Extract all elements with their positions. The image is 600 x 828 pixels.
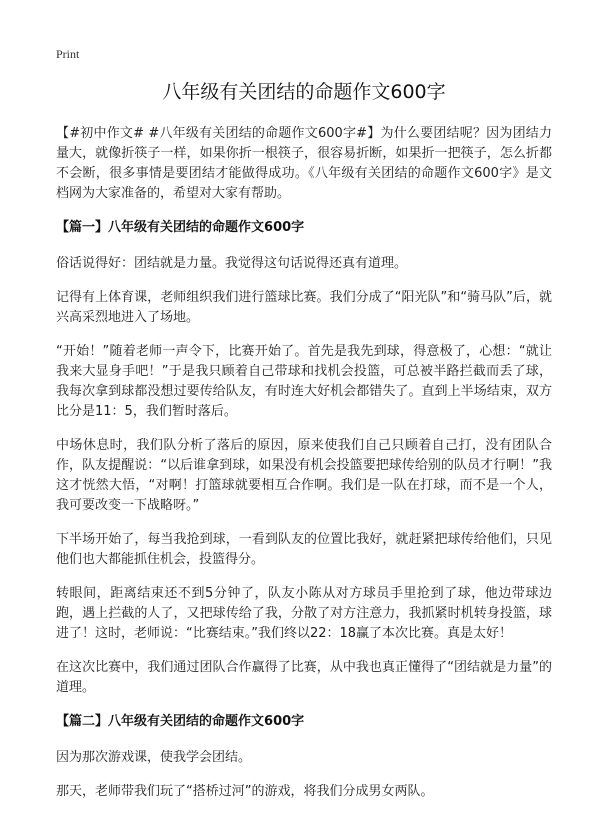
section-title: 八年级有关团结的命题作文600字 [108, 714, 305, 729]
paragraph: “开始！”随着老师一声令下，比赛开始了。首先是我先到球，得意极了，心想：“就让我来大显身手吧！”于是我只顾着自己带球和找机会投篮，可总被半路拦截而丢了球，我每次拿到球都没想过要传给队友，有时连大好机会都错失了。直到上半场结束，双方比分是11：5，我们暂时落后。 [56, 344, 552, 419]
paragraph: 记得有上体育课，老师组织我们进行篮球比赛。我们分成了“阳光队”和“骑马队”后，就兴高采烈地进入了场地。 [56, 290, 552, 325]
paragraph: 因为那次游戏课，使我学会团结。 [56, 750, 252, 765]
paragraph: 中场休息时，我们队分析了落后的原因，原来使我们自己只顾着自己打，没有团队合作，队友提醒说：“以后谁拿到球，如果没有机会投篮要把球传给别的队员才行啊！”我这才恍然大悟，“对啊！打篮球就要相互合作啊。我们是一队在打球，而不是一个人，我可要改变一下战略呀。” [56, 438, 552, 513]
article [56, 80, 552, 816]
section-tag: 篇一 [69, 220, 96, 235]
paragraph: 在这次比赛中，我们通过团队合作赢得了比赛，从中我也真正懂得了“团结就是力量”的道理。 [56, 660, 552, 695]
section-title: 八年级有关团结的命题作文600字 [108, 220, 305, 235]
paragraph: 那天，老师带我们玩了“搭桥过河”的游戏，将我们分成男女两队。 [56, 784, 434, 799]
intro-paragraph: 【#初中作文# #八年级有关团结的命题作文600字#】为什么要团结呢？因为团结力量大，就像折筷子一样，如果你折一根筷子，很容易折断，如果折一把筷子，怎么折都不会断，很多事情是要团结才能做得成功。《八年级有关团结的命题作文600字》是文档网为大家准备的，希望对大家有帮助。 [56, 126, 552, 201]
section-heading-1: 【篇一】八年级有关团结的命题作文600字 [56, 220, 305, 235]
page-title: 八年级有关团结的命题作文600字 [162, 81, 446, 103]
print-link[interactable]: Print [56, 47, 80, 61]
paragraph: 俗话说得好：团结就是力量。我觉得这句话说得还真有道理。 [56, 256, 408, 271]
section-tag: 篇二 [69, 714, 96, 729]
paragraph: 转眼间，距离结束还不到5分钟了，队友小陈从对方球员手里抢到了球，他边带球边跑，遇上拦截的人了，又把球传给了我，分散了对方注意力，我抓紧时机转身投篮，球进了！这时，老师说：“比赛结束。”我们终以22：18赢了本次比赛。真是太好！ [56, 586, 552, 641]
section-heading-2: 【篇二】八年级有关团结的命题作文600字 [56, 714, 305, 729]
paragraph: 下半场开始了，每当我抢到球，一看到队友的位置比我好，就赶紧把球传给他们，只见他们也大都能抓住机会，投篮得分。 [56, 532, 552, 567]
